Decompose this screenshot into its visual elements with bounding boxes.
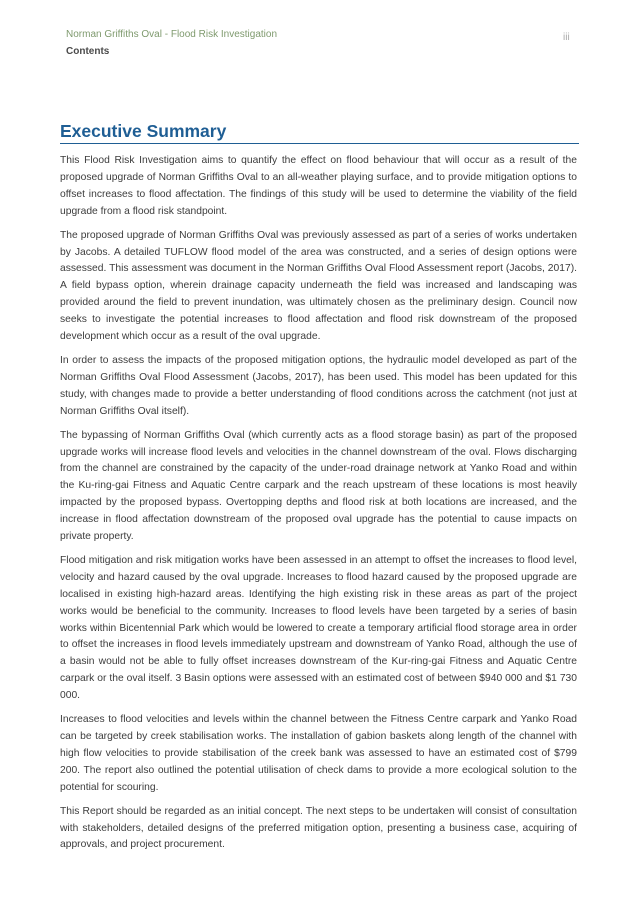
header-section-name: Contents (66, 46, 110, 57)
section-heading: Executive Summary (60, 120, 579, 144)
paragraph-previous-assessment: The proposed upgrade of Norman Griffiths Oval was previously assessed as part of a series of works undertaken by Jacobs. A detailed TUFLOW flood model of the area was constructed, and a series of design options were assessed. This assessment was document in the Norman Griffiths Oval Flood Assessment report (Jacobs, 2017). A field bypass option, wherein drainage capacity underneath the field was increased and landscaping was provided around the field to prevent inundation, was ultimately chosen as the preliminary design. Council now seeks to investigate the potential increases to flood affectation and flood risk downstream of the proposed development which occur as a result of the oval upgrade. (60, 229, 577, 343)
paragraph-bypass-impacts: The bypassing of Norman Griffiths Oval (which currently acts as a flood storage basin) as part of the proposed upgrade works will increase flood levels and velocities in the channel downstream of the oval. Flows discharging from the channel are constrained by the capacity of the under-road drainage network at Yanko Road and within the Ku-ring-gai Fitness and Aquatic Centre carpark and the reach upstream of these locations is most heavily impacted by the proposed bypass. Overtopping depths and flood risk at both locations are increased, and the increase in flood affectation downstream of the proposed oval upgrade has the potential to cause impacts on private property. (60, 429, 577, 543)
paragraph-creek-stabilisation: Increases to flood velocities and levels within the channel between the Fitness Centre carpark and Yanko Road can be targeted by creek stabilisation works. The installation of gabion baskets along length of the channel with high flow velocities to provide stabilisation of the creek bank was assessed to have an estimated cost of $799 200. The report also outlined the potential utilisation of check dams to provide a more ecological solution to the potential for scouring. (60, 714, 577, 793)
page-number: iii (563, 32, 570, 43)
paragraph-next-steps: This Report should be regarded as an initial concept. The next steps to be undertaken will consist of consultation with stakeholders, detailed designs of the preferred mitigation option, presenting a business case, acquiring of approvals, and project procurement. (60, 805, 577, 851)
paragraph-mitigation-works: Flood mitigation and risk mitigation works have been assessed in an attempt to offset the increases to flood level, velocity and hazard caused by the oval upgrade. Increases to flood hazard caused by the proposed upgrade are localised in existing high-hazard areas. Identifying the high existing risk in these areas as part of the project works would be beneficial to the community. Increases to flood levels have been targeted by a series of basin works within Bicentennial Park which would be lowered to create a temporary artificial flood storage area in order to offset the increases in flood levels immediately upstream and downstream of Yanko Road, although the use of a basin would not be able to fully offset increases downstream of the Kur-ring-gai Fitness and Aquatic Centre carpark or the oval itself. 3 Basin options were assessed with an estimated cost of between $940 000 and $1 730 000. (60, 554, 577, 702)
header-document-title: Norman Griffiths Oval - Flood Risk Investigation (66, 29, 278, 40)
paragraph-hydraulic-model: In order to assess the impacts of the proposed mitigation options, the hydraulic model developed as part of the Norman Griffiths Oval Flood Assessment (Jacobs, 2017), has been used. This model has been updated for this study, with changes made to provide a better understanding of flood conditions across the catchment (not just at Norman Griffiths Oval itself). (60, 354, 577, 417)
body-text (60, 153, 577, 861)
paragraph-intro: This Flood Risk Investigation aims to quantify the effect on flood behaviour that will occur as a result of the proposed upgrade of Norman Griffiths Oval to an all-weather playing surface, and to provide mitigation options to offset increases to flood affectation. The findings of this study will be used to determine the viability of the field upgrade from a flood risk standpoint. (60, 155, 577, 217)
